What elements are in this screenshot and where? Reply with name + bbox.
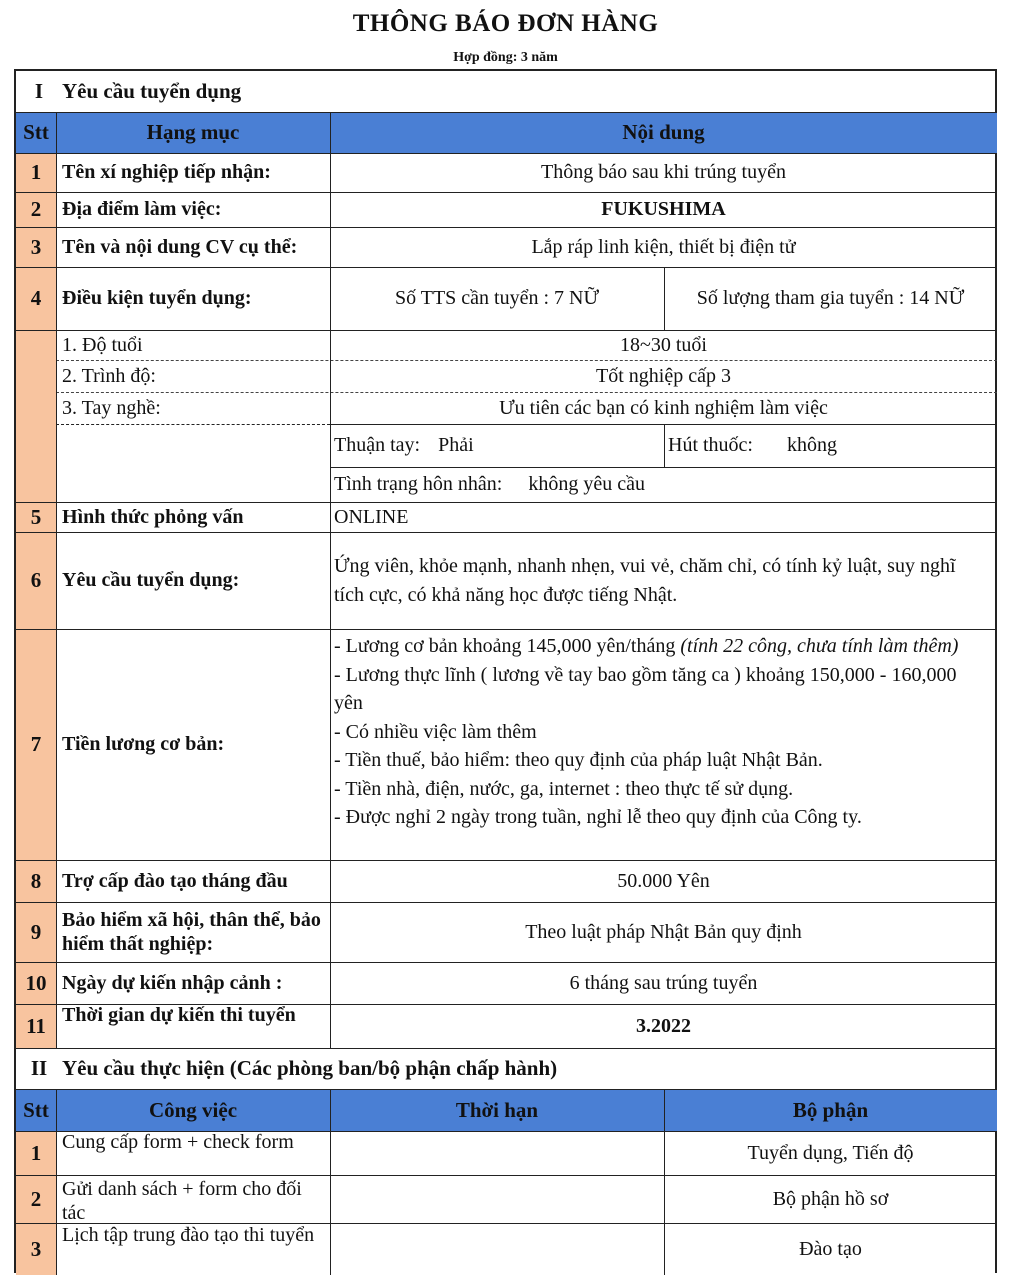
label-training-allowance: Trợ cấp đào tạo tháng đầu: [62, 869, 288, 892]
smoking: [668, 424, 997, 467]
row-number: 10: [16, 962, 56, 1004]
page-title: THÔNG BÁO ĐƠN HÀNG: [352, 10, 659, 37]
task-deadline: [330, 1175, 664, 1223]
salary-line-overtime: - Có nhiều việc làm thêm: [334, 720, 537, 743]
section2-number: II: [30, 1056, 48, 1081]
value-entry-date: 6 tháng sau trúng tuyển: [569, 971, 758, 994]
row-number: 9: [16, 902, 56, 962]
salary-line-holidays: - Được nghỉ 2 ngày trong tuần, nghỉ lễ theo quy định của Công ty.: [334, 806, 862, 828]
label-company: Tên xí nghiệp tiếp nhận:: [62, 161, 271, 183]
contract-subtitle: Hợp đồng: 3 năm: [453, 50, 558, 65]
section1-number: I: [34, 79, 44, 104]
salary-line-housing: - Tiền nhà, điện, nước, ga, internet : theo thực tế sử dụng.: [334, 777, 794, 800]
value-smoking: không: [787, 434, 837, 456]
value-job: Lắp ráp linh kiện, thiết bị điện tử: [531, 235, 796, 258]
value-age: 18~30 tuổi: [620, 333, 707, 356]
value-requirements: Ứng viên, khỏe mạnh, nhanh nhẹn, vui vẻ, chăm chỉ, có tính kỷ luật, suy nghĩ tích cực, có khả năng học được tiếng Nhật.: [334, 554, 956, 606]
handedness: [334, 424, 664, 467]
task-name: Cung cấp form + check form: [62, 1131, 294, 1153]
salary-line-base-note: (tính 22 công, chưa tính làm thêm): [680, 635, 959, 657]
task-name: Gửi danh sách + form cho đối tác: [62, 1178, 302, 1223]
label-requirements: Yêu cầu tuyển dụng:: [62, 569, 240, 591]
row-number: 1: [16, 153, 56, 192]
value-marital: không yêu cầu: [528, 473, 645, 495]
label-skill: 3. Tay nghề:: [62, 396, 161, 419]
label-entry-date: Ngày dự kiến nhập cảnh :: [62, 971, 283, 994]
value-location: FUKUSHIMA: [601, 198, 726, 220]
salary-line-base: - Lương cơ bản khoảng 145,000 yên/tháng: [334, 635, 676, 657]
marital-status: [334, 467, 997, 502]
value-training-allowance: 50.000 Yên: [617, 869, 710, 892]
label-location: Địa điểm làm việc:: [62, 198, 222, 220]
label-smoking: Hút thuốc:: [668, 434, 753, 456]
row-number: 4: [16, 267, 56, 330]
label-handedness: Thuận tay:: [334, 434, 421, 456]
header2-task: Công việc: [56, 1089, 330, 1131]
value-interview: ONLINE: [334, 505, 409, 528]
salary-line-tax: - Tiền thuế, bảo hiểm: theo quy định của pháp luật Nhật Bản.: [334, 749, 823, 771]
label-age: 1. Độ tuổi: [62, 333, 143, 356]
task-department: Đào tạo: [799, 1237, 862, 1260]
row-number: 8: [16, 860, 56, 902]
task-number: 2: [16, 1175, 56, 1223]
label-interview: Hình thức phỏng vấn: [62, 505, 244, 528]
header2-department: Bộ phận: [664, 1089, 997, 1131]
header2-deadline: Thời hạn: [330, 1089, 664, 1131]
label-conditions: Điều kiện tuyển dụng:: [62, 287, 252, 309]
header2-stt: Stt: [16, 1089, 56, 1131]
task-deadline: [330, 1131, 664, 1175]
label-salary: Tiền lương cơ bản:: [62, 733, 225, 755]
value-trainees-needed: Số TTS cần tuyển : 7 NỮ: [394, 287, 600, 309]
header-stt: Stt: [16, 112, 56, 153]
row-number: 3: [16, 227, 56, 267]
row-number-blank: [16, 330, 56, 502]
task-department: Bộ phận hồ sơ: [772, 1187, 889, 1210]
value-education: Tốt nghiệp cấp 3: [596, 364, 731, 387]
value-handedness: Phải: [438, 434, 474, 456]
task-deadline: [330, 1223, 664, 1275]
order-table: [14, 69, 997, 1273]
task-name: Lịch tập trung đào tạo thi tuyển: [62, 1224, 315, 1246]
value-exam-time: 3.2022: [636, 1014, 691, 1037]
section2-title: Yêu cầu thực hiện (Các phòng ban/bộ phận chấp hành): [62, 1056, 558, 1081]
value-participants: Số lượng tham gia tuyển : 14 NỮ: [696, 287, 965, 309]
section1-title: Yêu cầu tuyển dụng: [62, 79, 242, 104]
row-number: 7: [16, 629, 56, 860]
task-number: 3: [16, 1223, 56, 1275]
label-insurance: Bảo hiểm xã hội, thân thể, bảo hiểm thất nghiệp:: [62, 909, 321, 955]
row-number: 5: [16, 502, 56, 532]
row-number: 2: [16, 192, 56, 227]
value-insurance: Theo luật pháp Nhật Bản quy định: [525, 920, 802, 943]
row-number: 6: [16, 532, 56, 629]
task-department: Tuyển dụng, Tiến độ: [747, 1141, 914, 1164]
value-company: Thông báo sau khi trúng tuyển: [541, 161, 786, 183]
label-marital: Tình trạng hôn nhân:: [334, 473, 503, 495]
header-content: Nội dung: [330, 112, 997, 153]
header-category: Hạng mục: [56, 112, 330, 153]
label-job: Tên và nội dung CV cụ thể:: [62, 235, 298, 258]
label-exam-time: Thời gian dự kiến thi tuyển: [62, 1004, 296, 1026]
value-skill: Ưu tiên các bạn có kinh nghiệm làm việc: [499, 396, 828, 419]
value-salary: [330, 629, 997, 860]
salary-line-takehome: - Lương thực lĩnh ( lương về tay bao gồm tăng ca ) khoảng 150,000 - 160,000 yên: [334, 663, 957, 714]
row-number: 11: [16, 1004, 56, 1048]
label-education: 2. Trình độ:: [62, 364, 156, 387]
task-number: 1: [16, 1131, 56, 1175]
